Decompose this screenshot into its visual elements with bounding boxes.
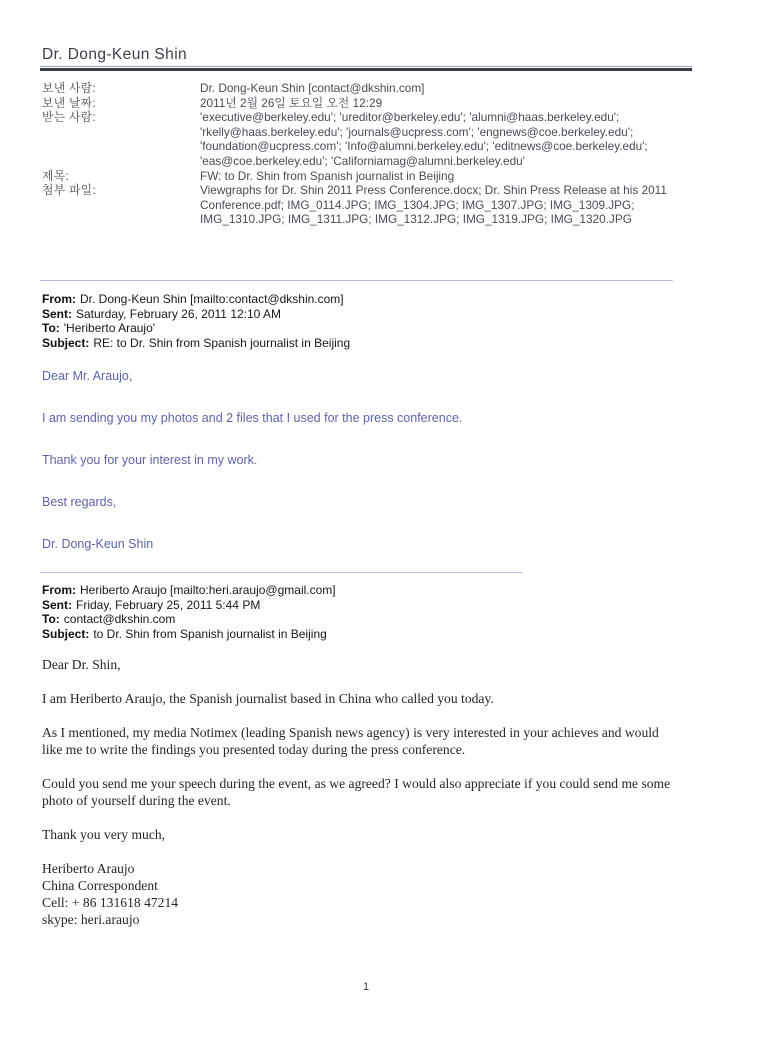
meta-value-to-recipients: 'executive@berkeley.edu'; 'ureditor@berkeley.edu'; 'alumni@haas.berkeley.edu'; 'rkelly@haas.berkeley.edu'; 'journals@ucpress.com'; 'engnews@coe.berkeley.edu'; 'foundation@ucpress.com'; 'Info@alumni.berkeley.edu'; 'editnews@coe.berkeley.edu'; 'eas@coe.berkeley.edu'; 'Californiamag@alumni.berkeley.edu' <box>200 110 648 168</box>
email2-signature-cell: Cell: + 86 131618 47214 <box>42 895 179 910</box>
title-underline-thick <box>40 68 692 71</box>
email2-sent-label: Sent: <box>42 597 72 612</box>
email2-paragraph-thanks: Thank you very much, <box>42 827 166 842</box>
email2-sent-line <box>42 598 672 613</box>
email1-sent-label: Sent: <box>42 306 72 321</box>
email1-sent-line <box>42 307 672 322</box>
meta-label-from: 보낸 사람: <box>42 81 96 95</box>
email1-paragraph-thanks: Thank you for your interest in my work. <box>42 453 258 467</box>
email2-signature-name: Heriberto Araujo <box>42 861 135 876</box>
email2-from-label: From: <box>42 583 76 597</box>
email1-from-label: From: <box>42 292 76 306</box>
email1-to-line <box>42 321 672 336</box>
email1-sent-value: Saturday, February 26, 2011 12:10 AM <box>76 306 282 321</box>
email1-subject-value: RE: to Dr. Shin from Spanish journalist in Beijing <box>93 335 351 350</box>
email1-from-value: Dr. Dong-Keun Shin [mailto:contact@dkshin.com] <box>80 292 344 306</box>
email2-signature-skype: skype: heri.araujo <box>42 912 140 927</box>
meta-label-subject: 제목: <box>42 168 69 183</box>
meta-label-sent-date: 보낸 날짜: <box>42 95 96 110</box>
email2-body <box>42 656 682 928</box>
email1-from-line <box>42 292 672 307</box>
email2-signature-title: China Correspondent <box>42 878 158 893</box>
email2-to-line <box>42 612 672 627</box>
email2-quoted-header <box>42 583 672 641</box>
email1-body <box>42 370 674 580</box>
email2-to-label: To: <box>42 612 60 627</box>
email2-subject-label: Subject: <box>42 626 90 641</box>
email1-subject-line <box>42 336 672 351</box>
email1-to-label: To: <box>42 321 60 336</box>
meta-value-from: Dr. Dong-Keun Shin [contact@dkshin.com] <box>200 81 425 95</box>
email1-subject-label: Subject: <box>42 335 90 350</box>
email1-paragraph-sending: I am sending you my photos and 2 files that I used for the press conference. <box>42 411 463 425</box>
email2-from-line <box>42 583 672 598</box>
email1-to-value: 'Heriberto Araujo' <box>63 321 156 336</box>
email2-paragraph-request: Could you send me your speech during the event, as we agreed? I would also appreciate if you could send me some photo of yourself during the event. <box>42 776 671 808</box>
outlook-meta-header <box>42 81 672 227</box>
page-number: 1 <box>362 981 370 993</box>
email1-paragraph-regards: Best regards, <box>42 495 117 509</box>
meta-value-sent-date: 2011년 2월 26일 토요일 오전 12:29 <box>200 95 383 110</box>
email2-to-value: contact@dkshin.com <box>63 612 176 627</box>
title-underline-thin <box>40 66 692 67</box>
email1-quoted-header <box>42 292 672 350</box>
meta-label-attachments: 첨부 파일: <box>42 183 96 198</box>
separator-line-2 <box>40 572 522 573</box>
email2-subject-line <box>42 627 672 642</box>
email1-signature-name: Dr. Dong-Keun Shin <box>42 537 154 551</box>
email1-paragraph-greeting: Dear Mr. Araujo, <box>42 369 133 383</box>
meta-value-subject: FW: to Dr. Shin from Spanish journalist in Beijing <box>200 168 455 183</box>
email2-from-value: Heriberto Araujo [mailto:heri.araujo@gmail.com] <box>80 583 336 597</box>
meta-value-attachments: Viewgraphs for Dr. Shin 2011 Press Conference.docx; Dr. Shin Press Release at his 2011 Conference.pdf; IMG_0114.JPG; IMG_1304.JPG; IMG_1307.JPG; IMG_1309.JPG; IMG_1310.JPG; IMG_1311.JPG; IMG_1312.JPG; IMG_1319.JPG; IMG_1320.JPG <box>200 183 667 227</box>
email2-sent-value: Friday, February 25, 2011 5:44 PM <box>76 597 261 612</box>
email2-paragraph-intro: I am Heriberto Araujo, the Spanish journalist based in China who called you today. <box>42 691 494 706</box>
page-title: Dr. Dong-Keun Shin <box>42 46 188 63</box>
meta-label-to: 받는 사람: <box>42 110 96 125</box>
separator-line-1 <box>40 280 673 281</box>
email2-paragraph-media: As I mentioned, my media Notimex (leading Spanish news agency) is very interested in your achieves and would like me to write the findings you presented today during the press conference. <box>42 725 659 757</box>
email2-paragraph-greeting: Dear Dr. Shin, <box>42 657 121 672</box>
email2-subject-value: to Dr. Shin from Spanish journalist in Beijing <box>93 626 327 641</box>
